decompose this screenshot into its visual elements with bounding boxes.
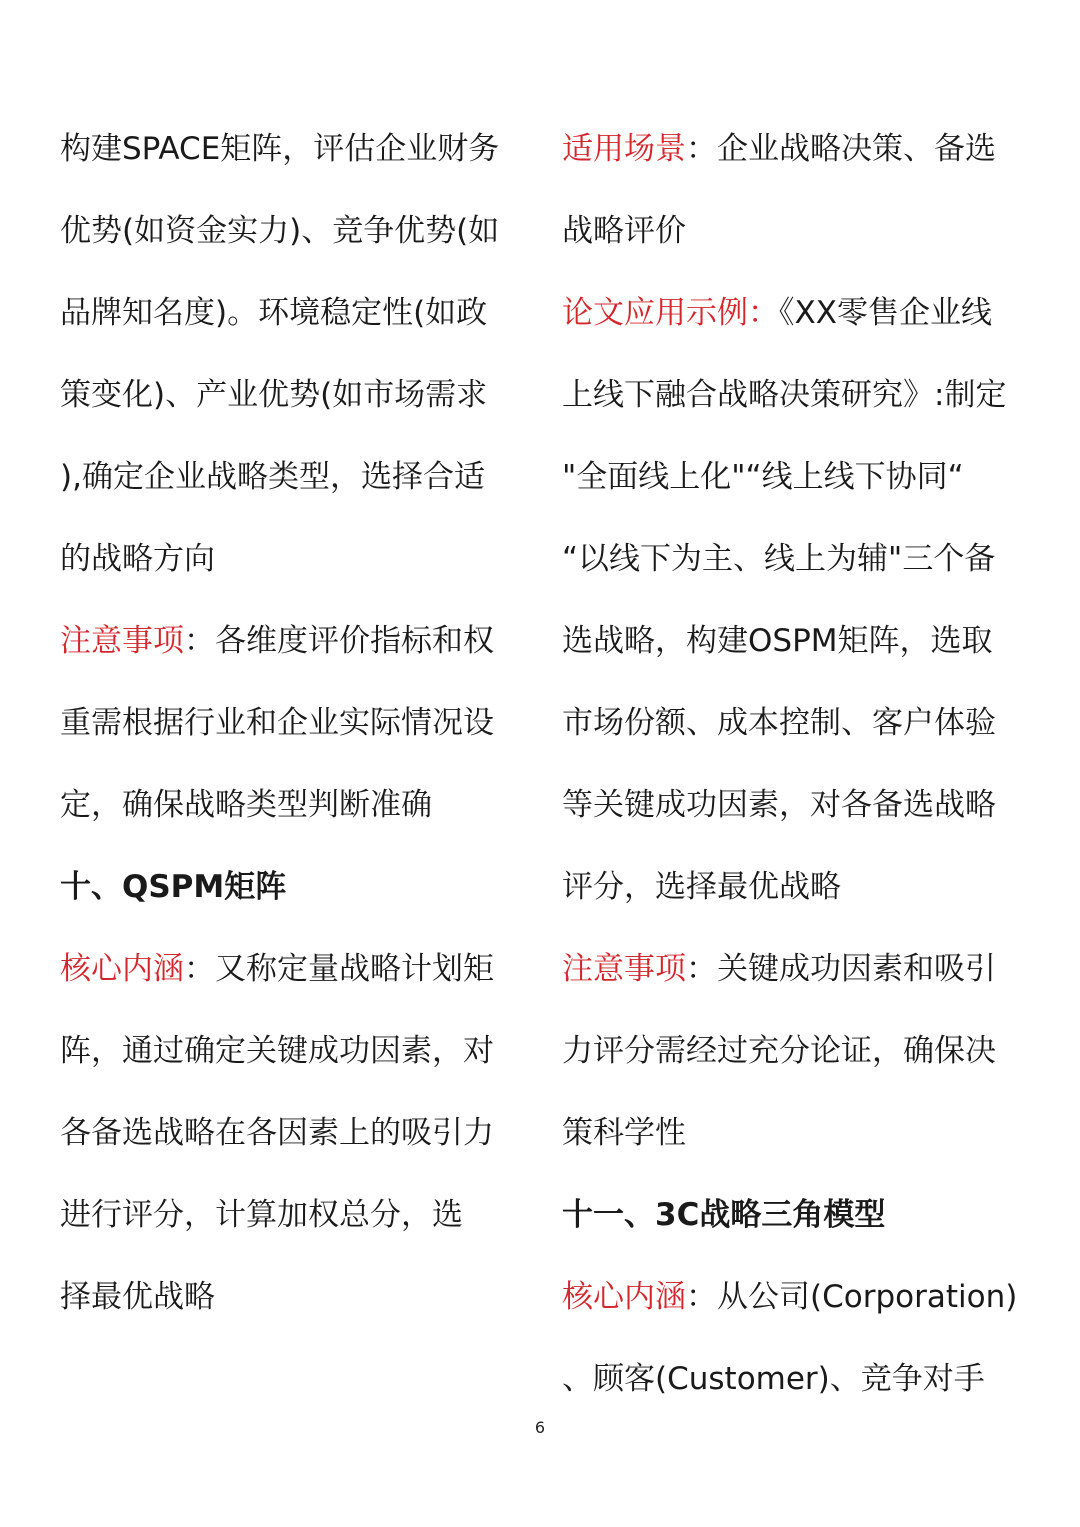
- body-line: ),确定企业战略类型，选择合适: [60, 459, 485, 495]
- body-line: “以线下为主、线上为辅"三个备: [562, 541, 996, 577]
- notes-paragraph: [60, 600, 530, 682]
- section-heading-qspm: 十、QSPM矩阵: [60, 869, 287, 905]
- notes-text: ：关键成功因素和吸引: [686, 951, 996, 987]
- body-line: 进行评分，计算加权总分，选: [60, 1197, 463, 1233]
- body-line: 定，确保战略类型判断准确: [60, 787, 432, 823]
- body-line: 各备选战略在各因素上的吸引力: [60, 1115, 494, 1151]
- page-number: 6: [534, 1418, 546, 1437]
- scenario-label: 适用场景: [562, 131, 686, 167]
- body-line: 策科学性: [562, 1115, 686, 1151]
- core-label: 核心内涵: [562, 1279, 686, 1315]
- core-label: 核心内涵: [60, 951, 184, 987]
- scenario-text: ：企业战略决策、备选: [686, 131, 996, 167]
- core-text: ：又称定量战略计划矩: [184, 951, 494, 987]
- body-line: 重需根据行业和企业实际情况设: [60, 705, 494, 741]
- scenario-paragraph: [562, 108, 1032, 190]
- notes-paragraph: [562, 928, 1032, 1010]
- body-line: 策变化)、产业优势(如市场需求: [60, 377, 488, 413]
- example-paragraph: [562, 272, 1032, 354]
- core-text: ：从公司(Corporation): [686, 1279, 1018, 1315]
- body-line: 上线下融合战略决策研究》:制定: [562, 377, 1007, 413]
- body-line: 等关键成功因素，对各备选战略: [562, 787, 996, 823]
- body-line: 构建SPACE矩阵，评估企业财务: [60, 131, 500, 167]
- body-line: 阵，通过确定关键成功因素，对: [60, 1033, 494, 1069]
- notes-text: ：各维度评价指标和权: [184, 623, 494, 659]
- body-line: 力评分需经过充分论证，确保决: [562, 1033, 996, 1069]
- body-line: 市场份额、成本控制、客户体验: [562, 705, 996, 741]
- body-line: 品牌知名度)。环境稳定性(如政: [60, 295, 488, 331]
- right-column: [562, 108, 1032, 1420]
- notes-label: 注意事项: [60, 623, 184, 659]
- example-label: 论文应用示例：: [562, 295, 779, 331]
- core-paragraph: [562, 1256, 1032, 1338]
- body-line: 优势(如资金实力)、竞争优势(如: [60, 213, 500, 249]
- body-line: 、顾客(Customer)、竞争对手: [562, 1361, 985, 1397]
- body-line: 评分，选择最优战略: [562, 869, 841, 905]
- notes-label: 注意事项: [562, 951, 686, 987]
- body-line: 选战略，构建OSPM矩阵，选取: [562, 623, 993, 659]
- body-line: 的战略方向: [60, 541, 215, 577]
- body-line: "全面线上化"“线上线下协同“: [562, 459, 964, 495]
- section-heading-3c: 十一、3C战略三角模型: [562, 1197, 886, 1233]
- body-line: 战略评价: [562, 213, 686, 249]
- body-line: 择最优战略: [60, 1279, 215, 1315]
- core-paragraph: [60, 928, 530, 1010]
- example-text: 《XX零售企业线: [779, 295, 992, 331]
- left-column: [60, 108, 530, 1338]
